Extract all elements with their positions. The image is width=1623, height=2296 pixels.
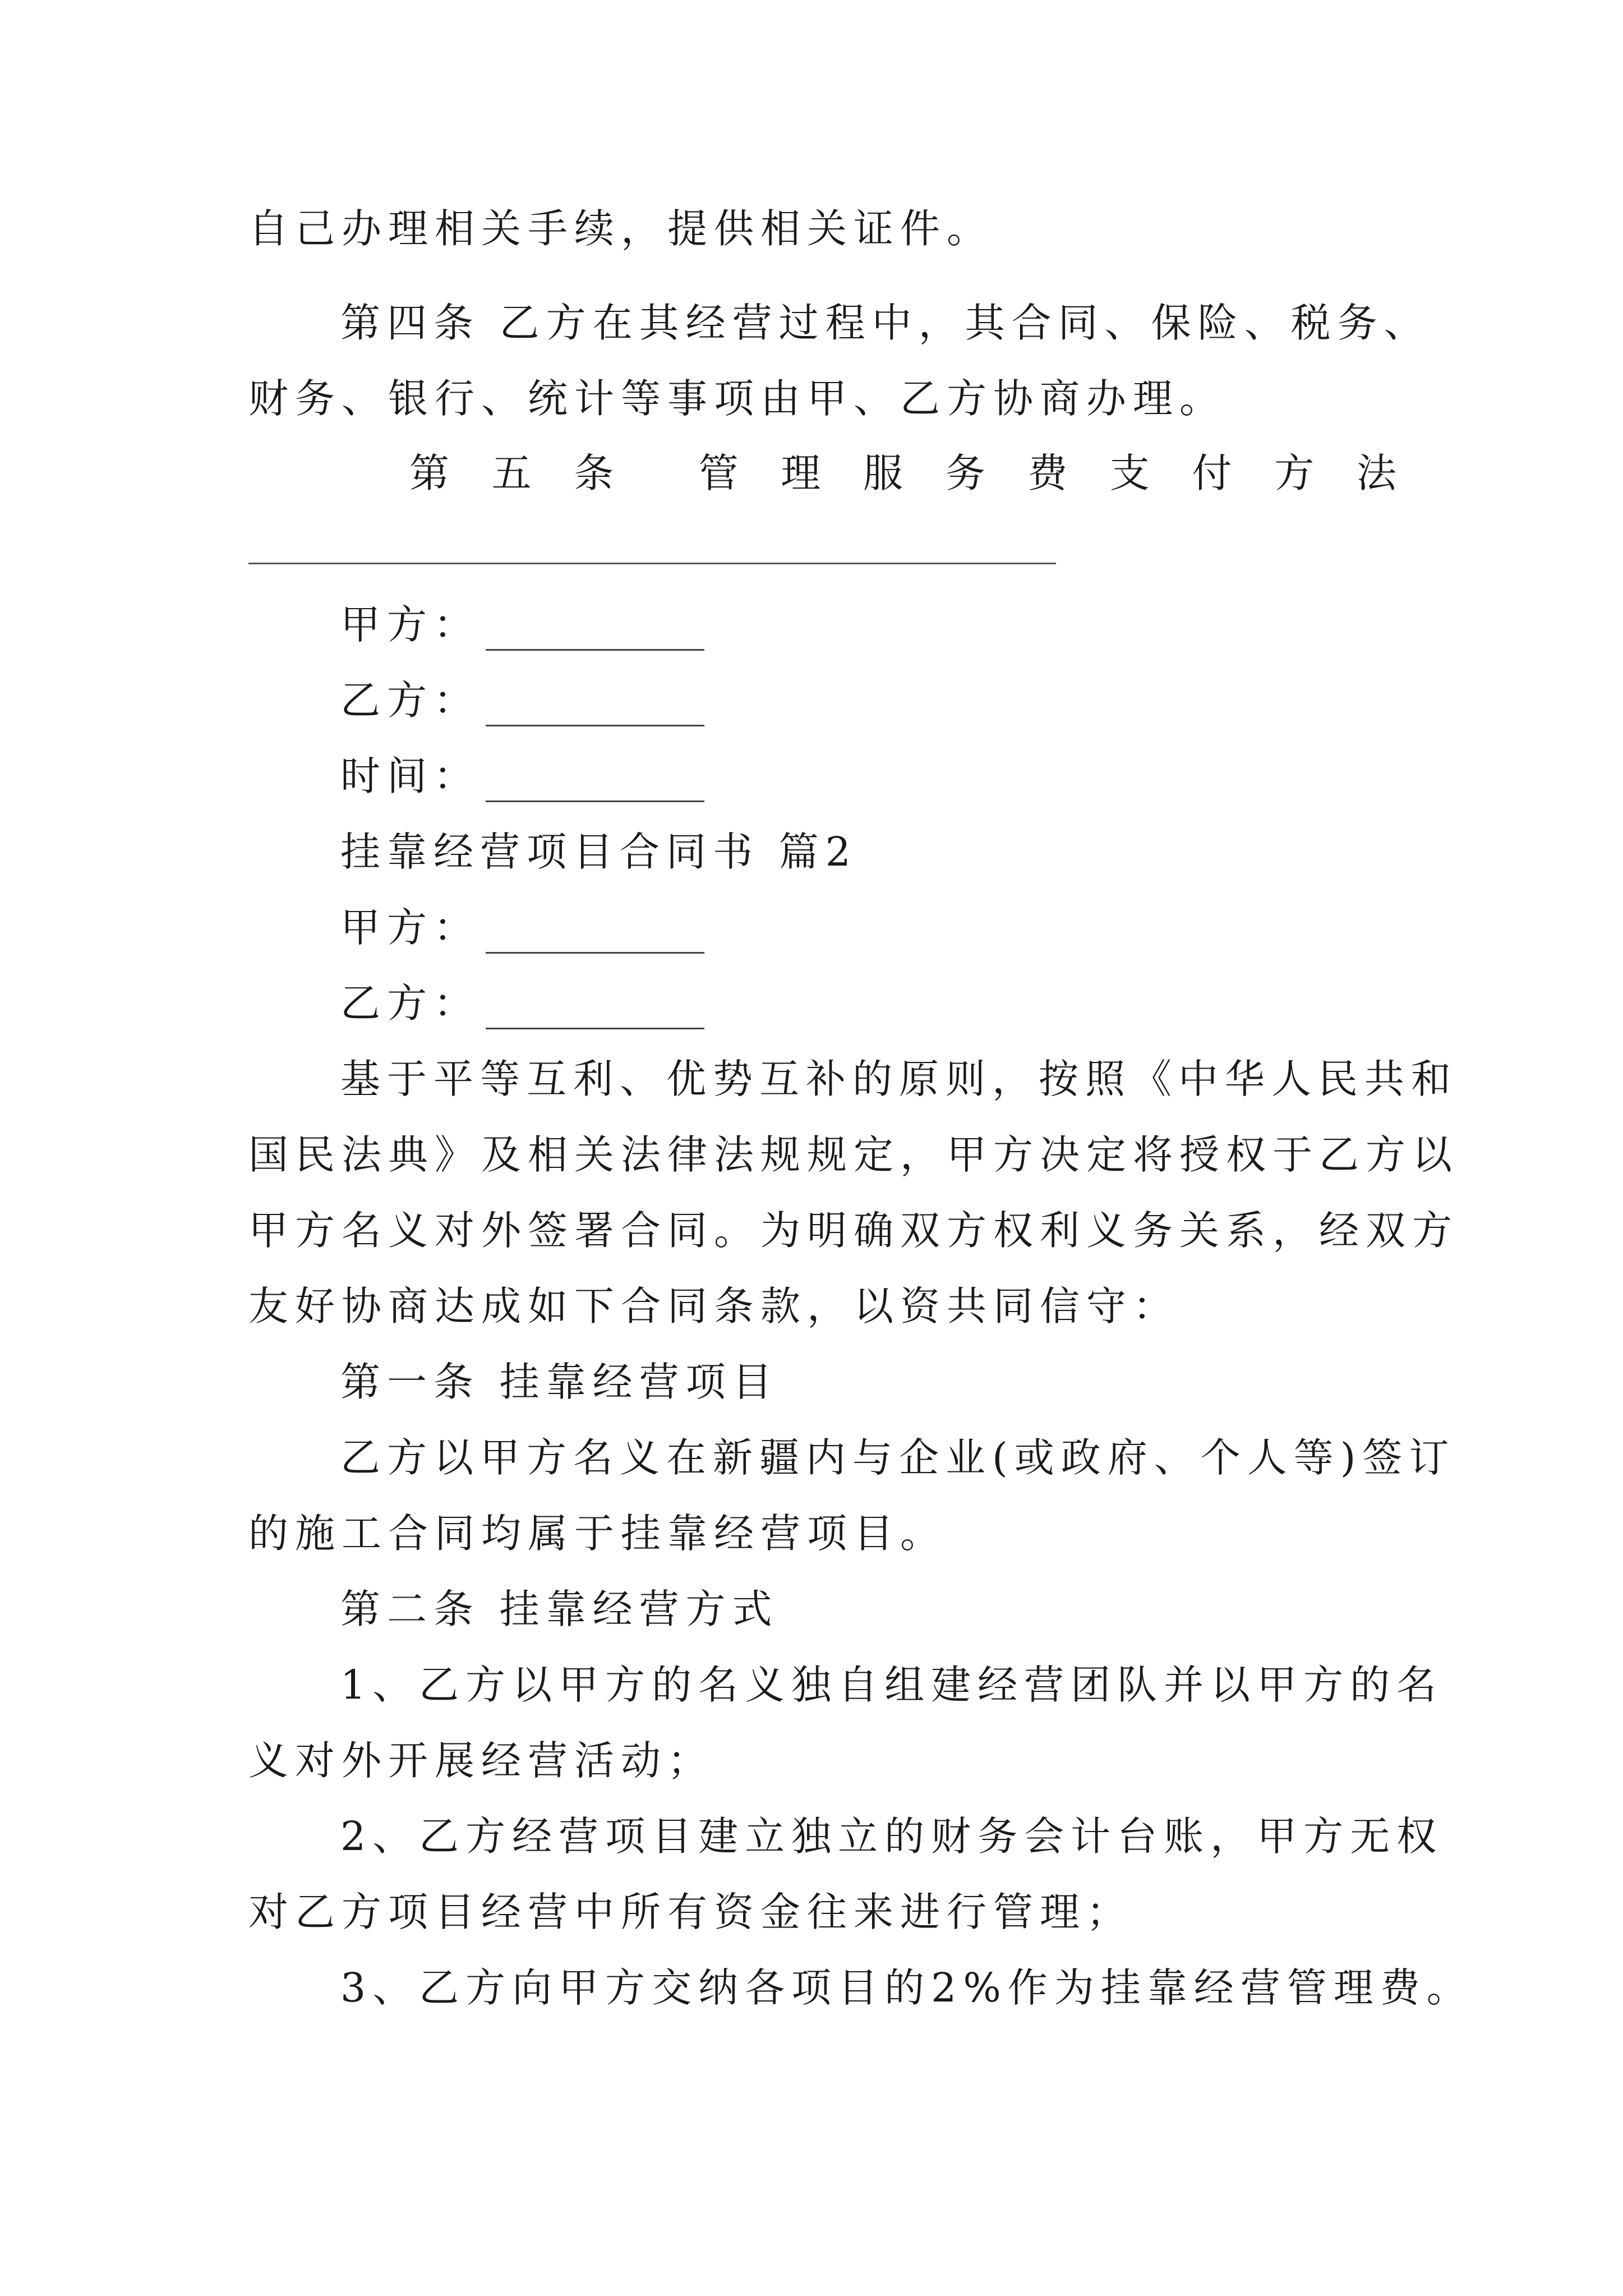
paragraph-line: 1、乙方以甲方的名义独自组建经营团队并以甲方的名 (340, 1662, 1444, 1708)
blank-field (486, 689, 704, 726)
paragraph-line: 友好协商达成如下合同条款，以资共同信守： (248, 1283, 1180, 1329)
heading-char: 支 (1109, 450, 1150, 496)
blank-fill-line (248, 563, 1056, 564)
field-label: 甲方： (340, 601, 481, 648)
paragraph-line: 义对外开展经营活动； (248, 1737, 714, 1784)
heading-char: 第 (409, 450, 450, 496)
heading-char: 费 (1027, 450, 1068, 496)
article-heading: 第二条 挂靠经营方式 (340, 1586, 779, 1632)
field-label: 乙方： (340, 980, 481, 1027)
paragraph-line: 自己办理相关手续，提供相关证件。 (248, 205, 994, 252)
article-five-heading (409, 448, 1396, 499)
heading-char: 五 (491, 450, 532, 496)
blank-field (486, 992, 704, 1029)
heading-char: 理 (781, 450, 821, 496)
paragraph-line: 2、乙方经营项目建立独立的财务会计台账，甲方无权 (340, 1813, 1444, 1860)
signature-date (340, 751, 704, 802)
party-a-field (340, 902, 704, 954)
heading-char: 法 (1356, 450, 1396, 496)
heading-char: 务 (945, 450, 985, 496)
signature-party-b (340, 675, 704, 726)
blank-field (486, 765, 704, 802)
paragraph-line: 乙方以甲方名义在新疆内与企业(或政府、个人等)签订 (340, 1434, 1456, 1481)
signature-party-a (340, 599, 704, 651)
paragraph-line: 基于平等互利、优势互补的原则，按照《中华人民共和 (340, 1056, 1458, 1102)
party-b-field (340, 978, 704, 1029)
paragraph-line: 的施工合同均属于挂靠经营项目。 (248, 1510, 947, 1557)
field-label: 乙方： (340, 677, 481, 724)
heading-char: 付 (1192, 450, 1232, 496)
paragraph-line: 甲方名义对外签署合同。为明确双方权利义务关系，经双方 (248, 1207, 1459, 1254)
blank-field (486, 613, 704, 651)
section-title: 挂靠经营项目合同书 篇2 (340, 829, 857, 875)
heading-char: 服 (863, 450, 903, 496)
heading-char: 管 (698, 450, 739, 496)
paragraph-line: 第四条 乙方在其经营过程中，其合同、保险、税务、 (340, 300, 1431, 346)
heading-char: 条 (574, 450, 614, 496)
field-label: 甲方： (340, 904, 481, 951)
paragraph-line: 对乙方项目经营中所有资金往来进行管理； (248, 1889, 1133, 1935)
field-label: 时间： (340, 753, 481, 799)
heading-char: 方 (1274, 450, 1315, 496)
blank-field (486, 916, 704, 954)
paragraph-line: 财务、银行、统计等事项由甲、乙方协商办理。 (248, 375, 1227, 422)
article-heading: 第一条 挂靠经营项目 (340, 1359, 779, 1405)
paragraph-line: 3、乙方向甲方交纳各项目的2%作为挂靠经营管理费。 (340, 1964, 1473, 2011)
paragraph-line: 国民法典》及相关法律法规规定，甲方决定将授权于乙方以 (248, 1131, 1459, 1178)
